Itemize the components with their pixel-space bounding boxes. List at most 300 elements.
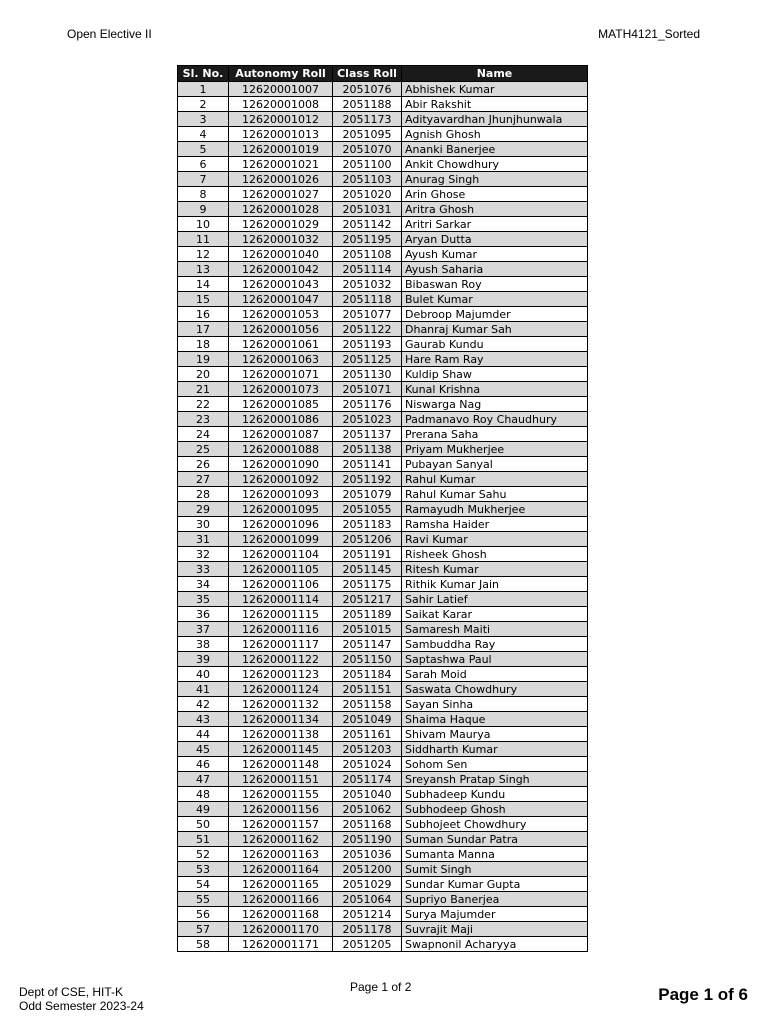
cell-sl-no: 42 bbox=[178, 697, 229, 712]
cell-sl-no: 29 bbox=[178, 502, 229, 517]
cell-name: Abir Rakshit bbox=[402, 97, 588, 112]
cell-class-roll: 2051118 bbox=[333, 292, 402, 307]
cell-sl-no: 3 bbox=[178, 112, 229, 127]
table-header bbox=[178, 66, 588, 82]
cell-class-roll: 2051095 bbox=[333, 127, 402, 142]
table-row bbox=[178, 847, 588, 862]
cell-autonomy-roll: 12620001042 bbox=[229, 262, 333, 277]
cell-name: Subhadeep Kundu bbox=[402, 787, 588, 802]
cell-name: Sreyansh Pratap Singh bbox=[402, 772, 588, 787]
cell-autonomy-roll: 12620001012 bbox=[229, 112, 333, 127]
table-row bbox=[178, 607, 588, 622]
cell-sl-no: 50 bbox=[178, 817, 229, 832]
cell-class-roll: 2051173 bbox=[333, 112, 402, 127]
cell-name: Aritra Ghosh bbox=[402, 202, 588, 217]
cell-autonomy-roll: 12620001105 bbox=[229, 562, 333, 577]
cell-sl-no: 17 bbox=[178, 322, 229, 337]
cell-class-roll: 2051175 bbox=[333, 577, 402, 592]
cell-name: Rahul Kumar Sahu bbox=[402, 487, 588, 502]
cell-name: Adityavardhan Jhunjhunwala bbox=[402, 112, 588, 127]
cell-name: Sohom Sen bbox=[402, 757, 588, 772]
cell-autonomy-roll: 12620001162 bbox=[229, 832, 333, 847]
table-row bbox=[178, 352, 588, 367]
cell-sl-no: 8 bbox=[178, 187, 229, 202]
column-header-class-roll: Class Roll bbox=[333, 66, 402, 82]
table-row bbox=[178, 442, 588, 457]
cell-name: Suvrajit Maji bbox=[402, 922, 588, 937]
cell-sl-no: 52 bbox=[178, 847, 229, 862]
cell-sl-no: 18 bbox=[178, 337, 229, 352]
cell-name: Samaresh Maiti bbox=[402, 622, 588, 637]
cell-sl-no: 40 bbox=[178, 667, 229, 682]
cell-name: Bibaswan Roy bbox=[402, 277, 588, 292]
cell-class-roll: 2051040 bbox=[333, 787, 402, 802]
cell-sl-no: 14 bbox=[178, 277, 229, 292]
cell-name: Agnish Ghosh bbox=[402, 127, 588, 142]
cell-class-roll: 2051184 bbox=[333, 667, 402, 682]
cell-name: Aritri Sarkar bbox=[402, 217, 588, 232]
cell-sl-no: 33 bbox=[178, 562, 229, 577]
cell-autonomy-roll: 12620001073 bbox=[229, 382, 333, 397]
column-header-sl-no: Sl. No. bbox=[178, 66, 229, 82]
cell-autonomy-roll: 12620001164 bbox=[229, 862, 333, 877]
cell-autonomy-roll: 12620001170 bbox=[229, 922, 333, 937]
cell-class-roll: 2051190 bbox=[333, 832, 402, 847]
table-row bbox=[178, 877, 588, 892]
table-row bbox=[178, 622, 588, 637]
cell-class-roll: 2051203 bbox=[333, 742, 402, 757]
cell-autonomy-roll: 12620001040 bbox=[229, 247, 333, 262]
cell-name: Siddharth Kumar bbox=[402, 742, 588, 757]
cell-autonomy-roll: 12620001028 bbox=[229, 202, 333, 217]
table-row bbox=[178, 922, 588, 937]
table-row bbox=[178, 367, 588, 382]
cell-sl-no: 4 bbox=[178, 127, 229, 142]
cell-name: Sarah Moid bbox=[402, 667, 588, 682]
table-row bbox=[178, 502, 588, 517]
table-row bbox=[178, 247, 588, 262]
cell-name: Priyam Mukherjee bbox=[402, 442, 588, 457]
cell-autonomy-roll: 12620001061 bbox=[229, 337, 333, 352]
cell-sl-no: 9 bbox=[178, 202, 229, 217]
cell-class-roll: 2051029 bbox=[333, 877, 402, 892]
table-row bbox=[178, 562, 588, 577]
cell-sl-no: 22 bbox=[178, 397, 229, 412]
cell-name: Ayush Kumar bbox=[402, 247, 588, 262]
cell-class-roll: 2051125 bbox=[333, 352, 402, 367]
cell-sl-no: 55 bbox=[178, 892, 229, 907]
cell-class-roll: 2051070 bbox=[333, 142, 402, 157]
cell-autonomy-roll: 12620001021 bbox=[229, 157, 333, 172]
cell-class-roll: 2051020 bbox=[333, 187, 402, 202]
cell-autonomy-roll: 12620001116 bbox=[229, 622, 333, 637]
cell-class-roll: 2051150 bbox=[333, 652, 402, 667]
cell-class-roll: 2051178 bbox=[333, 922, 402, 937]
cell-sl-no: 51 bbox=[178, 832, 229, 847]
cell-class-roll: 2051147 bbox=[333, 637, 402, 652]
cell-name: Ayush Saharia bbox=[402, 262, 588, 277]
cell-sl-no: 2 bbox=[178, 97, 229, 112]
cell-sl-no: 54 bbox=[178, 877, 229, 892]
table-row bbox=[178, 127, 588, 142]
cell-sl-no: 10 bbox=[178, 217, 229, 232]
cell-name: Sumit Singh bbox=[402, 862, 588, 877]
cell-sl-no: 5 bbox=[178, 142, 229, 157]
table-row bbox=[178, 307, 588, 322]
cell-sl-no: 56 bbox=[178, 907, 229, 922]
cell-name: Abhishek Kumar bbox=[402, 82, 588, 97]
cell-name: Sumanta Manna bbox=[402, 847, 588, 862]
cell-class-roll: 2051138 bbox=[333, 442, 402, 457]
cell-autonomy-roll: 12620001114 bbox=[229, 592, 333, 607]
cell-name: Ravi Kumar bbox=[402, 532, 588, 547]
cell-name: Shivam Maurya bbox=[402, 727, 588, 742]
cell-class-roll: 2051076 bbox=[333, 82, 402, 97]
cell-autonomy-roll: 12620001026 bbox=[229, 172, 333, 187]
cell-name: Risheek Ghosh bbox=[402, 547, 588, 562]
table-row bbox=[178, 397, 588, 412]
cell-autonomy-roll: 12620001085 bbox=[229, 397, 333, 412]
cell-autonomy-roll: 12620001056 bbox=[229, 322, 333, 337]
cell-name: Ankit Chowdhury bbox=[402, 157, 588, 172]
cell-name: Subhojeet Chowdhury bbox=[402, 817, 588, 832]
cell-sl-no: 11 bbox=[178, 232, 229, 247]
cell-sl-no: 6 bbox=[178, 157, 229, 172]
cell-autonomy-roll: 12620001096 bbox=[229, 517, 333, 532]
table-row bbox=[178, 112, 588, 127]
cell-name: Saswata Chowdhury bbox=[402, 682, 588, 697]
cell-name: Saikat Karar bbox=[402, 607, 588, 622]
table-row bbox=[178, 202, 588, 217]
cell-class-roll: 2051183 bbox=[333, 517, 402, 532]
table-row bbox=[178, 832, 588, 847]
cell-name: Dhanraj Kumar Sah bbox=[402, 322, 588, 337]
cell-sl-no: 30 bbox=[178, 517, 229, 532]
cell-class-roll: 2051137 bbox=[333, 427, 402, 442]
cell-class-roll: 2051206 bbox=[333, 532, 402, 547]
table-row bbox=[178, 412, 588, 427]
cell-sl-no: 28 bbox=[178, 487, 229, 502]
cell-autonomy-roll: 12620001117 bbox=[229, 637, 333, 652]
cell-name: Arin Ghose bbox=[402, 187, 588, 202]
table-row bbox=[178, 862, 588, 877]
table-row bbox=[178, 577, 588, 592]
cell-name: Ananki Banerjee bbox=[402, 142, 588, 157]
table-row bbox=[178, 277, 588, 292]
cell-sl-no: 38 bbox=[178, 637, 229, 652]
table-row bbox=[178, 697, 588, 712]
cell-name: Swapnonil Acharyya bbox=[402, 937, 588, 952]
cell-autonomy-roll: 12620001157 bbox=[229, 817, 333, 832]
cell-name: Surya Majumder bbox=[402, 907, 588, 922]
cell-sl-no: 43 bbox=[178, 712, 229, 727]
cell-name: Kunal Krishna bbox=[402, 382, 588, 397]
table-row bbox=[178, 82, 588, 97]
table-row bbox=[178, 892, 588, 907]
table-row bbox=[178, 817, 588, 832]
cell-class-roll: 2051031 bbox=[333, 202, 402, 217]
cell-class-roll: 2051195 bbox=[333, 232, 402, 247]
cell-sl-no: 23 bbox=[178, 412, 229, 427]
table-body bbox=[178, 82, 588, 952]
cell-autonomy-roll: 12620001086 bbox=[229, 412, 333, 427]
table-row bbox=[178, 937, 588, 952]
cell-sl-no: 12 bbox=[178, 247, 229, 262]
cell-autonomy-roll: 12620001090 bbox=[229, 457, 333, 472]
cell-autonomy-roll: 12620001013 bbox=[229, 127, 333, 142]
table-row bbox=[178, 322, 588, 337]
table-row bbox=[178, 802, 588, 817]
cell-class-roll: 2051122 bbox=[333, 322, 402, 337]
cell-name: Prerana Saha bbox=[402, 427, 588, 442]
cell-sl-no: 37 bbox=[178, 622, 229, 637]
table-row bbox=[178, 172, 588, 187]
cell-name: Sayan Sinha bbox=[402, 697, 588, 712]
cell-sl-no: 57 bbox=[178, 922, 229, 937]
cell-class-roll: 2051036 bbox=[333, 847, 402, 862]
cell-class-roll: 2051151 bbox=[333, 682, 402, 697]
cell-class-roll: 2051192 bbox=[333, 472, 402, 487]
table-row bbox=[178, 787, 588, 802]
table-row bbox=[178, 772, 588, 787]
cell-name: Padmanavo Roy Chaudhury bbox=[402, 412, 588, 427]
cell-name: Rahul Kumar bbox=[402, 472, 588, 487]
cell-name: Shaima Haque bbox=[402, 712, 588, 727]
cell-sl-no: 21 bbox=[178, 382, 229, 397]
cell-autonomy-roll: 12620001106 bbox=[229, 577, 333, 592]
table-row bbox=[178, 712, 588, 727]
cell-autonomy-roll: 12620001027 bbox=[229, 187, 333, 202]
header-left-title: Open Elective II bbox=[67, 27, 152, 41]
cell-autonomy-roll: 12620001019 bbox=[229, 142, 333, 157]
cell-name: Sahir Latief bbox=[402, 592, 588, 607]
table-row bbox=[178, 232, 588, 247]
cell-class-roll: 2051189 bbox=[333, 607, 402, 622]
cell-class-roll: 2051191 bbox=[333, 547, 402, 562]
cell-autonomy-roll: 12620001099 bbox=[229, 532, 333, 547]
cell-class-roll: 2051141 bbox=[333, 457, 402, 472]
footer-page-center: Page 1 of 2 bbox=[350, 980, 412, 994]
table-row bbox=[178, 187, 588, 202]
cell-sl-no: 45 bbox=[178, 742, 229, 757]
cell-sl-no: 16 bbox=[178, 307, 229, 322]
cell-class-roll: 2051100 bbox=[333, 157, 402, 172]
cell-name: Aryan Dutta bbox=[402, 232, 588, 247]
table-row bbox=[178, 727, 588, 742]
table-row bbox=[178, 157, 588, 172]
cell-sl-no: 13 bbox=[178, 262, 229, 277]
cell-name: Ritesh Kumar bbox=[402, 562, 588, 577]
cell-autonomy-roll: 12620001063 bbox=[229, 352, 333, 367]
cell-sl-no: 47 bbox=[178, 772, 229, 787]
cell-autonomy-roll: 12620001029 bbox=[229, 217, 333, 232]
table-row bbox=[178, 457, 588, 472]
cell-autonomy-roll: 12620001093 bbox=[229, 487, 333, 502]
cell-autonomy-roll: 12620001145 bbox=[229, 742, 333, 757]
cell-class-roll: 2051103 bbox=[333, 172, 402, 187]
cell-autonomy-roll: 12620001134 bbox=[229, 712, 333, 727]
cell-class-roll: 2051161 bbox=[333, 727, 402, 742]
cell-sl-no: 41 bbox=[178, 682, 229, 697]
cell-sl-no: 27 bbox=[178, 472, 229, 487]
cell-name: Ramsha Haider bbox=[402, 517, 588, 532]
cell-autonomy-roll: 12620001166 bbox=[229, 892, 333, 907]
cell-autonomy-roll: 12620001095 bbox=[229, 502, 333, 517]
cell-class-roll: 2051023 bbox=[333, 412, 402, 427]
cell-sl-no: 46 bbox=[178, 757, 229, 772]
cell-name: Sundar Kumar Gupta bbox=[402, 877, 588, 892]
cell-name: Saptashwa Paul bbox=[402, 652, 588, 667]
cell-autonomy-roll: 12620001163 bbox=[229, 847, 333, 862]
cell-name: Supriyo Banerjea bbox=[402, 892, 588, 907]
table-row bbox=[178, 742, 588, 757]
table-row bbox=[178, 517, 588, 532]
cell-sl-no: 26 bbox=[178, 457, 229, 472]
cell-class-roll: 2051168 bbox=[333, 817, 402, 832]
cell-sl-no: 19 bbox=[178, 352, 229, 367]
column-header-autonomy-roll: Autonomy Roll bbox=[229, 66, 333, 82]
cell-autonomy-roll: 12620001043 bbox=[229, 277, 333, 292]
cell-name: Subhodeep Ghosh bbox=[402, 802, 588, 817]
footer-department bbox=[19, 985, 144, 1013]
cell-sl-no: 39 bbox=[178, 652, 229, 667]
cell-sl-no: 58 bbox=[178, 937, 229, 952]
header-right-title: MATH4121_Sorted bbox=[598, 27, 700, 41]
table-row bbox=[178, 262, 588, 277]
cell-autonomy-roll: 12620001124 bbox=[229, 682, 333, 697]
footer-dept-label: Dept of CSE, HIT-K bbox=[19, 985, 124, 999]
cell-autonomy-roll: 12620001007 bbox=[229, 82, 333, 97]
cell-sl-no: 24 bbox=[178, 427, 229, 442]
cell-sl-no: 1 bbox=[178, 82, 229, 97]
cell-autonomy-roll: 12620001148 bbox=[229, 757, 333, 772]
table-row bbox=[178, 382, 588, 397]
footer-semester-label: Odd Semester 2023-24 bbox=[19, 999, 144, 1013]
cell-autonomy-roll: 12620001165 bbox=[229, 877, 333, 892]
cell-name: Suman Sundar Patra bbox=[402, 832, 588, 847]
cell-class-roll: 2051174 bbox=[333, 772, 402, 787]
cell-class-roll: 2051024 bbox=[333, 757, 402, 772]
table-row bbox=[178, 547, 588, 562]
table-row bbox=[178, 487, 588, 502]
cell-class-roll: 2051064 bbox=[333, 892, 402, 907]
column-header-name: Name bbox=[402, 66, 588, 82]
cell-sl-no: 49 bbox=[178, 802, 229, 817]
cell-class-roll: 2051130 bbox=[333, 367, 402, 382]
cell-name: Hare Ram Ray bbox=[402, 352, 588, 367]
cell-autonomy-roll: 12620001123 bbox=[229, 667, 333, 682]
cell-sl-no: 48 bbox=[178, 787, 229, 802]
cell-class-roll: 2051158 bbox=[333, 697, 402, 712]
cell-class-roll: 2051015 bbox=[333, 622, 402, 637]
cell-name: Gaurab Kundu bbox=[402, 337, 588, 352]
cell-sl-no: 31 bbox=[178, 532, 229, 547]
table-row bbox=[178, 472, 588, 487]
cell-class-roll: 2051071 bbox=[333, 382, 402, 397]
cell-sl-no: 32 bbox=[178, 547, 229, 562]
table-row bbox=[178, 97, 588, 112]
cell-name: Rithik Kumar Jain bbox=[402, 577, 588, 592]
table-row bbox=[178, 682, 588, 697]
cell-class-roll: 2051142 bbox=[333, 217, 402, 232]
cell-class-roll: 2051108 bbox=[333, 247, 402, 262]
cell-sl-no: 44 bbox=[178, 727, 229, 742]
cell-autonomy-roll: 12620001122 bbox=[229, 652, 333, 667]
cell-name: Bulet Kumar bbox=[402, 292, 588, 307]
cell-name: Debroop Majumder bbox=[402, 307, 588, 322]
cell-name: Pubayan Sanyal bbox=[402, 457, 588, 472]
table-row bbox=[178, 652, 588, 667]
cell-class-roll: 2051200 bbox=[333, 862, 402, 877]
cell-class-roll: 2051205 bbox=[333, 937, 402, 952]
cell-class-roll: 2051032 bbox=[333, 277, 402, 292]
cell-class-roll: 2051055 bbox=[333, 502, 402, 517]
cell-class-roll: 2051114 bbox=[333, 262, 402, 277]
cell-class-roll: 2051188 bbox=[333, 97, 402, 112]
table-row bbox=[178, 592, 588, 607]
table-row bbox=[178, 427, 588, 442]
cell-autonomy-roll: 12620001047 bbox=[229, 292, 333, 307]
table-row bbox=[178, 217, 588, 232]
table-row bbox=[178, 292, 588, 307]
cell-autonomy-roll: 12620001104 bbox=[229, 547, 333, 562]
cell-autonomy-roll: 12620001168 bbox=[229, 907, 333, 922]
cell-sl-no: 20 bbox=[178, 367, 229, 382]
student-table-container bbox=[177, 65, 588, 952]
cell-autonomy-roll: 12620001132 bbox=[229, 697, 333, 712]
cell-sl-no: 15 bbox=[178, 292, 229, 307]
cell-autonomy-roll: 12620001008 bbox=[229, 97, 333, 112]
cell-name: Ramayudh Mukherjee bbox=[402, 502, 588, 517]
cell-autonomy-roll: 12620001171 bbox=[229, 937, 333, 952]
cell-autonomy-roll: 12620001115 bbox=[229, 607, 333, 622]
footer-page-right: Page 1 of 6 bbox=[658, 985, 748, 1004]
cell-class-roll: 2051145 bbox=[333, 562, 402, 577]
cell-autonomy-roll: 12620001092 bbox=[229, 472, 333, 487]
table-row bbox=[178, 532, 588, 547]
cell-autonomy-roll: 12620001071 bbox=[229, 367, 333, 382]
cell-autonomy-roll: 12620001032 bbox=[229, 232, 333, 247]
cell-name: Sambuddha Ray bbox=[402, 637, 588, 652]
cell-sl-no: 34 bbox=[178, 577, 229, 592]
cell-sl-no: 25 bbox=[178, 442, 229, 457]
cell-class-roll: 2051193 bbox=[333, 337, 402, 352]
cell-class-roll: 2051062 bbox=[333, 802, 402, 817]
table-row bbox=[178, 637, 588, 652]
cell-class-roll: 2051214 bbox=[333, 907, 402, 922]
cell-class-roll: 2051176 bbox=[333, 397, 402, 412]
cell-autonomy-roll: 12620001155 bbox=[229, 787, 333, 802]
cell-name: Kuldip Shaw bbox=[402, 367, 588, 382]
cell-autonomy-roll: 12620001151 bbox=[229, 772, 333, 787]
cell-autonomy-roll: 12620001088 bbox=[229, 442, 333, 457]
cell-sl-no: 53 bbox=[178, 862, 229, 877]
table-row bbox=[178, 337, 588, 352]
cell-name: Anurag Singh bbox=[402, 172, 588, 187]
table-header-row bbox=[178, 66, 588, 82]
cell-class-roll: 2051079 bbox=[333, 487, 402, 502]
cell-autonomy-roll: 12620001138 bbox=[229, 727, 333, 742]
table-row bbox=[178, 907, 588, 922]
cell-autonomy-roll: 12620001087 bbox=[229, 427, 333, 442]
cell-sl-no: 7 bbox=[178, 172, 229, 187]
cell-class-roll: 2051217 bbox=[333, 592, 402, 607]
table-row bbox=[178, 142, 588, 157]
cell-autonomy-roll: 12620001053 bbox=[229, 307, 333, 322]
cell-sl-no: 36 bbox=[178, 607, 229, 622]
cell-class-roll: 2051077 bbox=[333, 307, 402, 322]
cell-class-roll: 2051049 bbox=[333, 712, 402, 727]
